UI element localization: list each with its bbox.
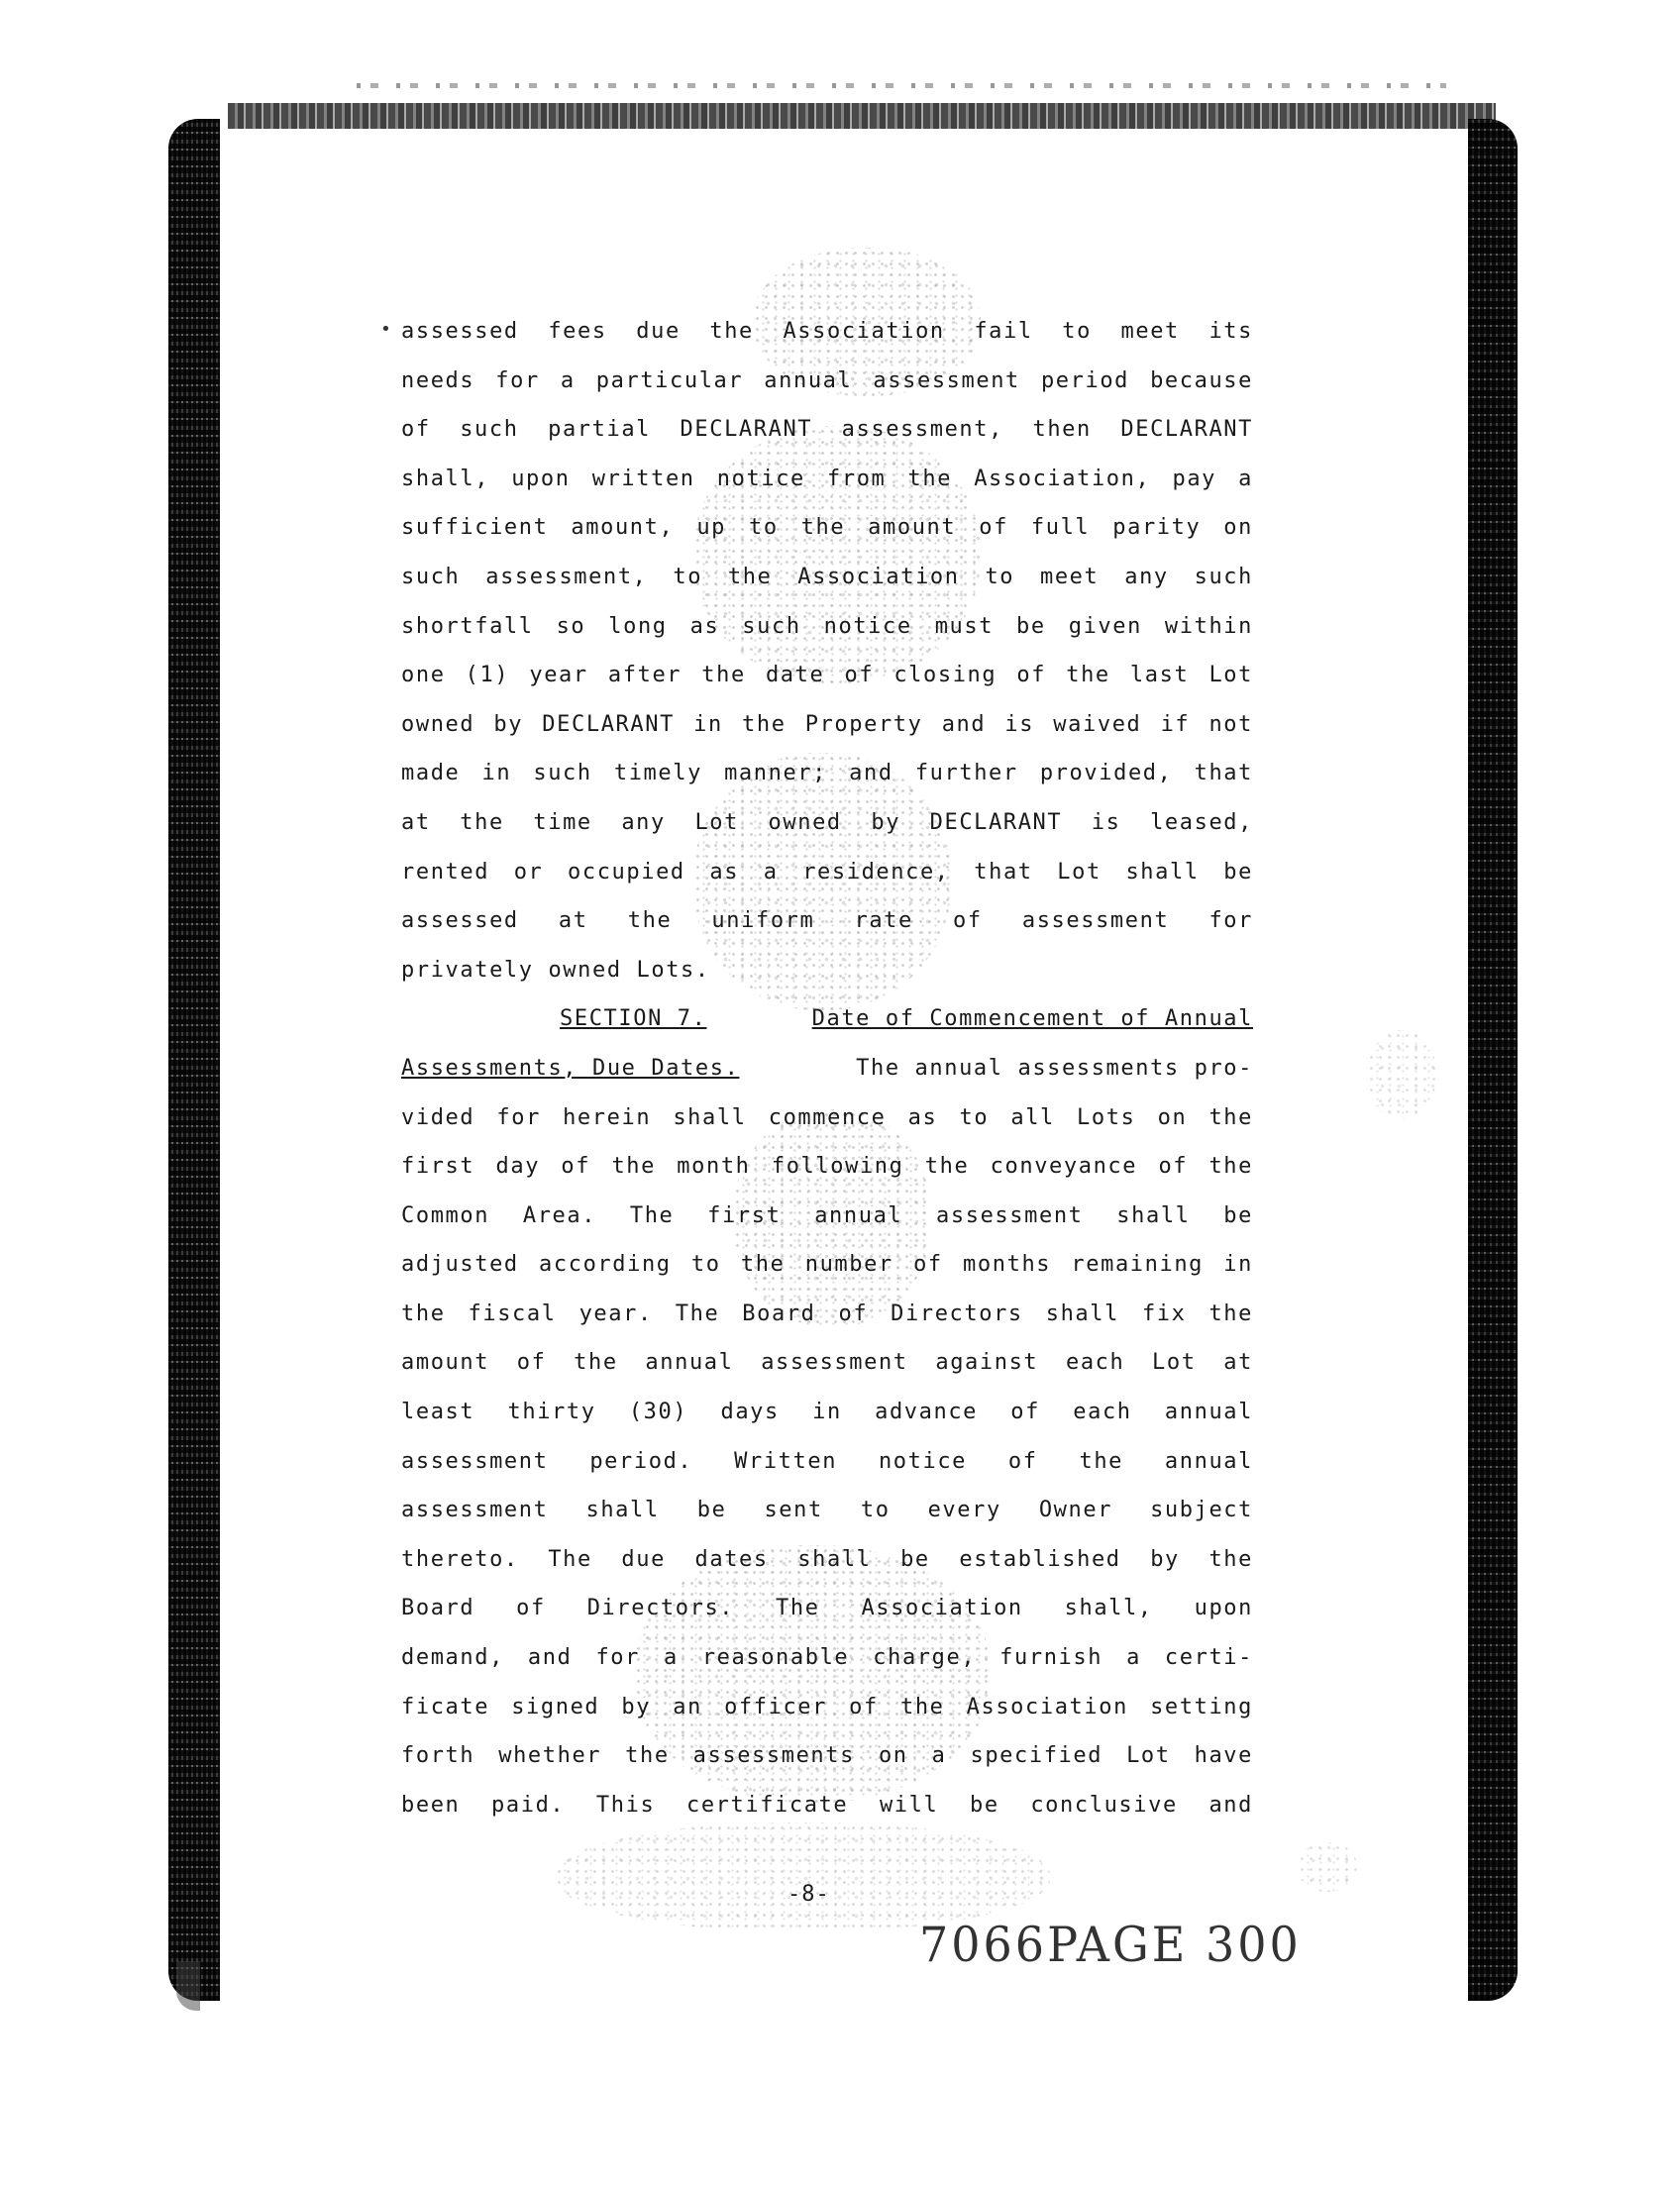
section-title: Date of Commencement of Annual <box>811 1006 1253 1032</box>
margin-mark: • <box>380 319 391 340</box>
text-line: demand, and for a reasonable charge, furnish a certi- <box>401 1645 1253 1671</box>
section-label: SECTION 7. <box>560 1006 707 1032</box>
text-line: privately owned Lots. <box>401 957 710 983</box>
text-line: been paid. This certificate will be conclusive and <box>401 1792 1253 1818</box>
text-line: least thirty (30) days in advance of each annual <box>401 1400 1253 1425</box>
text-line: ficate signed by an officer of the Association setting <box>401 1694 1253 1719</box>
text-line: vided for herein shall commence as to all Lots on the <box>401 1104 1253 1130</box>
toner-speckle <box>555 1822 1050 1931</box>
text-line: shortfall so long as such notice must be given within <box>401 613 1253 639</box>
text-line: assessed fees due the Association fail to meet its <box>401 319 1253 344</box>
text-line: Board of Directors. The Association shall, upon <box>401 1596 1253 1621</box>
section-heading <box>401 994 1253 1044</box>
text-line: shall, upon written notice from the Association, pay a <box>401 466 1253 491</box>
text-line: the fiscal year. The Board of Directors shall fix the <box>401 1301 1253 1326</box>
text-line: owned by DECLARANT in the Property and is waived if not <box>401 711 1253 737</box>
photocopy-edge-top <box>228 103 1496 129</box>
photocopy-edge-corner <box>176 1961 200 2011</box>
toner-speckle <box>1367 1030 1436 1119</box>
text-line: of such partial DECLARANT assessment, then DECLARANT <box>401 417 1253 443</box>
text-line: assessment period. Written notice of the annual <box>401 1448 1253 1474</box>
section-7 <box>401 994 1253 1829</box>
text-line: Common Area. The first annual assessment shall be <box>401 1202 1253 1228</box>
page-number: -8- <box>788 1882 830 1907</box>
text-line: rented or occupied as a residence, that Lot shall be <box>401 859 1253 885</box>
photocopy-edge-right <box>1468 119 1518 2001</box>
text-line: first day of the month following the conveyance of the <box>401 1154 1253 1180</box>
paragraph-continued <box>401 307 1253 994</box>
text-fragment: The annual assessments pro- <box>856 1055 1253 1081</box>
text-line: sufficient amount, up to the amount of full parity on <box>401 515 1253 541</box>
text-line: forth whether the assessments on a specified Lot have <box>401 1743 1253 1769</box>
text-line: such assessment, to the Association to meet any such <box>401 564 1253 589</box>
text-line: one (1) year after the date of closing of the last Lot <box>401 663 1253 688</box>
text-line: made in such timely manner; and further provided, that <box>401 761 1253 786</box>
text-line: amount of the annual assessment against each Lot at <box>401 1350 1253 1376</box>
photocopy-edge-top-thin <box>357 83 1446 88</box>
text-line: needs for a particular annual assessment period because <box>401 367 1253 393</box>
photocopy-edge-left <box>168 119 220 2001</box>
recording-stamp: 7066PAGE 300 <box>919 1916 1302 1973</box>
text-line: assessment shall be sent to every Owner subject <box>401 1498 1253 1523</box>
text-line: at the time any Lot owned by DECLARANT is leased, <box>401 809 1253 835</box>
text-line: adjusted according to the number of months remaining in <box>401 1252 1253 1278</box>
section-heading-continued <box>401 1044 1253 1094</box>
text-line: thereto. The due dates shall be established by the <box>401 1546 1253 1572</box>
text-line: assessed at the uniform rate of assessment for <box>401 908 1253 934</box>
document-body <box>401 307 1253 1829</box>
toner-speckle <box>1298 1842 1357 1892</box>
section-title-continued: Assessments, Due Dates. <box>401 1055 740 1081</box>
